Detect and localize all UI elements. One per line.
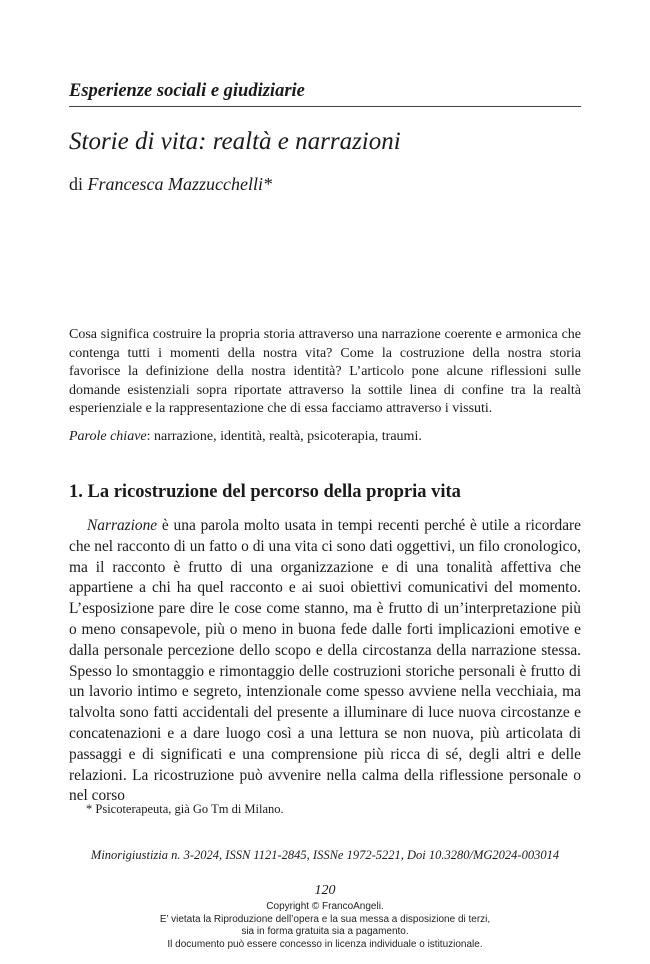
journal-citation: Minorigiustizia n. 3-2024, ISSN 1121-2845, ISSNe 1972-5221, Doi 10.3280/MG2024-003014 xyxy=(90,848,560,862)
section-label: Esperienze sociali e giudiziarie xyxy=(69,81,305,101)
copyright-line: sia in forma gratuita sia a pagamento. xyxy=(241,926,409,937)
body-text: è una parola molto usata in tempi recenti perché è utile a ricordare che nel racconto di un fatto o di una vita ci sono dati oggettivi, un filo cronologico, ma il racconto è frutto di una organizzazione e di una tonalità affettiva che appartiene a chi ha quel racconto e ai suoi obiettivi comunicativi del momento. L’esposizione pare dire le cose come stanno, ma è frutto di un’interpretazione più o meno consapevole, più o meno in buona fede dalle forti implicazioni emotive e dalla personale percezione dello scopo e della circostanza della narrazione stessa. Spesso lo smontaggio e rimontaggio delle costruzioni storiche personali è frutto di un lavorio intimo e segreto, intenzionale come spesso avviene nella vecchiaia, ma talvolta sono fatti accidentali del presente a illuminare di luce nuova circostanze e concatenazioni e a dare luogo così a una lettura se non nuova, più articolata di passaggi e di significati e una comprensione più ricca di sé, degli altri e delle relazioni. La ricostruzione può avvenire nella calma della riflessione personale o nel corso xyxy=(69,517,581,805)
keywords xyxy=(69,427,581,446)
author-name: Francesca Mazzucchelli* xyxy=(87,174,272,194)
keywords-values: : narrazione, identità, realtà, psicoterapia, traumi. xyxy=(146,429,422,444)
keywords-label: Parole chiave xyxy=(69,429,147,444)
body-lead-word: Narrazione xyxy=(87,517,158,534)
abstract: Cosa significa costruire la propria storia attraverso una narrazione coerente e armonica che contenga tutti i momenti della nostra vita? Come la costruzione della nostra storia favorisce la definizione della nostra identità? L’articolo pone alcune riflessioni sulle domande esistenziali sopra riportate attraverso la sottile linea di confine tra la realtà esperienziale e la rappresentazione che di essa facciamo attraverso i vissuti. xyxy=(69,327,581,417)
header-rule xyxy=(69,106,581,107)
author-prefix: di xyxy=(69,174,84,194)
page-number: 120 xyxy=(314,883,336,898)
footnote: * Psicoterapeuta, già Go Tm di Milano. xyxy=(86,802,284,816)
body-paragraph xyxy=(69,516,581,807)
article-title: Storie di vita: realtà e narrazioni xyxy=(69,128,401,155)
copyright-line: Copyright © FrancoAngeli. xyxy=(266,901,384,912)
section-heading: 1. La ricostruzione del percorso della propria vita xyxy=(69,482,461,502)
copyright-line: Il documento può essere concesso in licenza individuale o istituzionale. xyxy=(167,938,483,950)
author-line xyxy=(69,172,272,196)
copyright-notice xyxy=(0,901,650,951)
copyright-line: E’ vietata la Riproduzione dell’opera e la sua messa a disposizione di terzi, xyxy=(159,913,491,925)
